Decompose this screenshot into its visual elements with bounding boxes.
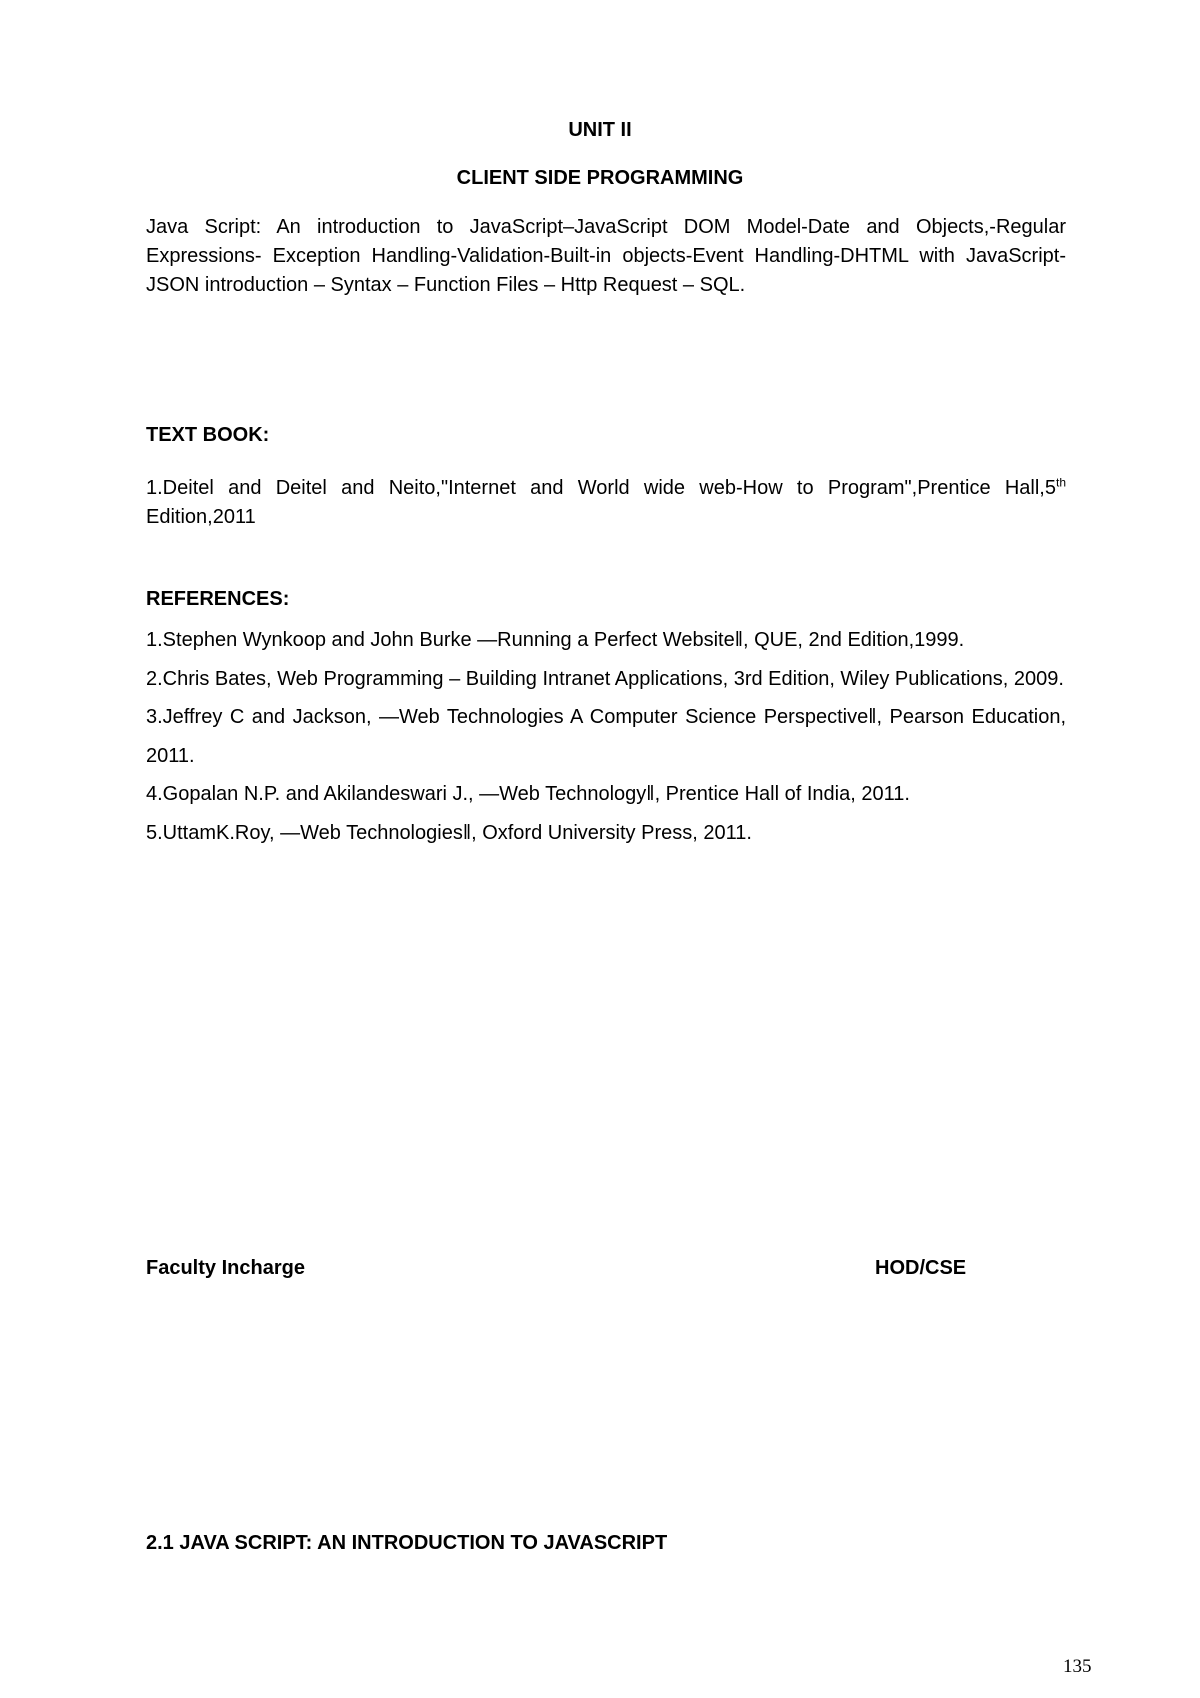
reference-item: 5.UttamK.Roy, ―Web Technologies‖, Oxford University Press, 2011. — [146, 821, 752, 844]
syllabus-paragraph: Java Script: An introduction to JavaScript–JavaScript DOM Model-Date and Objects,-Regular Expressions- Exception Handling-Validation-Built-in objects-Event Handling-DHTML with JavaScript- JSON introduction – Syntax – Function Files – Http Request – SQL. — [146, 216, 1066, 296]
text-book-entry-tail: Edition,2011 — [146, 506, 256, 528]
text-book-entry-superscript: th — [1055, 475, 1066, 490]
text-book-entry — [146, 474, 1066, 532]
text-book-entry-main: 1.Deitel and Deitel and Neito,"Internet and World wide web-How to Program",Prentice Hall,5 — [146, 477, 1056, 499]
references-list — [146, 621, 1066, 852]
hod-cse-label: HOD/CSE — [875, 1257, 967, 1279]
reference-item: 4.Gopalan N.P. and Akilandeswari J., ―Web Technology‖, Prentice Hall of India, 2011. — [146, 783, 910, 805]
text-book-heading: TEXT BOOK: — [146, 424, 270, 446]
reference-item: 3.Jeffrey C and Jackson, ―Web Technologies A Computer Science Perspective‖, Pearson Education, 2011. — [146, 706, 1066, 767]
faculty-incharge-label: Faculty Incharge — [146, 1257, 305, 1279]
page-number: 135 — [1063, 1656, 1092, 1677]
reference-item: 2.Chris Bates, Web Programming – Building Intranet Applications, 3rd Edition, Wiley Publications, 2009. — [146, 667, 1064, 690]
unit-label: UNIT II — [568, 119, 632, 141]
page-title: CLIENT SIDE PROGRAMMING — [456, 167, 744, 189]
section-heading: 2.1 JAVA SCRIPT: AN INTRODUCTION TO JAVASCRIPT — [146, 1532, 668, 1554]
references-heading: REFERENCES: — [146, 588, 290, 610]
reference-item: 1.Stephen Wynkoop and John Burke ―Running a Perfect Website‖, QUE, 2nd Edition,1999. — [146, 629, 965, 651]
